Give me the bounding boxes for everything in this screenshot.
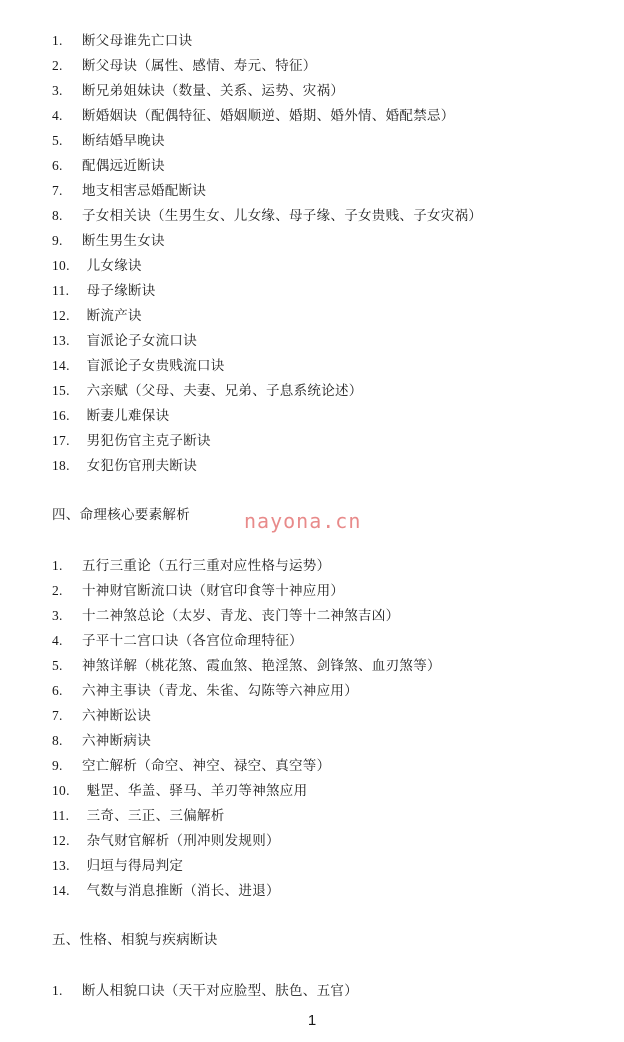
list-item bbox=[52, 28, 482, 53]
list-item bbox=[52, 328, 482, 353]
item-number: 14. bbox=[52, 883, 70, 898]
page-number: 1 bbox=[307, 1012, 317, 1029]
item-text: 盲派论子女贵贱流口诀 bbox=[82, 358, 225, 374]
item-number: 1. bbox=[52, 558, 63, 573]
list-item bbox=[52, 128, 482, 153]
item-text: 归垣与得局判定 bbox=[82, 858, 184, 874]
item-number: 5. bbox=[52, 658, 63, 673]
list-item bbox=[52, 353, 482, 378]
item-text: 断结婚早晚诀 bbox=[82, 133, 165, 149]
list-item bbox=[52, 153, 482, 178]
list-item bbox=[52, 53, 482, 78]
list-item bbox=[52, 828, 441, 853]
list-item bbox=[52, 428, 482, 453]
list-item bbox=[52, 228, 482, 253]
list-item bbox=[52, 103, 482, 128]
item-number: 10. bbox=[52, 258, 70, 273]
item-text: 母子缘断诀 bbox=[82, 283, 156, 299]
item-number: 6. bbox=[52, 158, 63, 173]
item-number: 10. bbox=[52, 783, 70, 798]
item-number: 8. bbox=[52, 208, 63, 223]
item-text: 五行三重论（五行三重对应性格与运势） bbox=[82, 558, 331, 574]
item-number: 6. bbox=[52, 683, 63, 698]
item-number: 1. bbox=[52, 983, 63, 998]
section5-heading: 五、性格、相貌与疾病断诀 bbox=[52, 932, 218, 948]
item-number: 9. bbox=[52, 758, 63, 773]
item-text: 女犯伤官刑夫断诀 bbox=[82, 458, 197, 474]
list-item bbox=[52, 778, 441, 803]
item-text: 断婚姻诀（配偶特征、婚姻顺逆、婚期、婚外情、婚配禁忌） bbox=[82, 108, 455, 124]
item-number: 7. bbox=[52, 708, 63, 723]
item-number: 18. bbox=[52, 458, 70, 473]
item-text: 六神主事诀（青龙、朱雀、勾陈等六神应用） bbox=[82, 683, 358, 699]
list-item bbox=[52, 78, 482, 103]
list-item bbox=[52, 178, 482, 203]
item-text: 儿女缘诀 bbox=[82, 258, 142, 274]
item-number: 3. bbox=[52, 83, 63, 98]
item-text: 六神断讼诀 bbox=[82, 708, 151, 724]
item-text: 断父母诀（属性、感情、寿元、特征） bbox=[82, 58, 317, 74]
list-item bbox=[52, 453, 482, 478]
item-number: 17. bbox=[52, 433, 70, 448]
section3-list bbox=[52, 28, 482, 478]
item-text: 神煞详解（桃花煞、霞血煞、艳淫煞、剑锋煞、血刃煞等） bbox=[82, 658, 441, 674]
list-item bbox=[52, 678, 441, 703]
item-text: 配偶远近断诀 bbox=[82, 158, 165, 174]
watermark: nayona.cn bbox=[244, 509, 362, 533]
item-number: 13. bbox=[52, 333, 70, 348]
item-text: 子平十二宫口诀（各宫位命理特征） bbox=[82, 633, 303, 649]
item-text: 男犯伤官主克子断诀 bbox=[82, 433, 211, 449]
list-item bbox=[52, 753, 441, 778]
item-text: 杂气财官解析（刑冲则发规则） bbox=[82, 833, 280, 849]
list-item bbox=[52, 978, 358, 1003]
item-text: 子女相关诀（生男生女、儿女缘、母子缘、子女贵贱、子女灾祸） bbox=[82, 208, 483, 224]
list-item bbox=[52, 628, 441, 653]
item-number: 9. bbox=[52, 233, 63, 248]
item-text: 六神断病诀 bbox=[82, 733, 151, 749]
item-text: 断父母谁先亡口诀 bbox=[82, 33, 193, 49]
list-item bbox=[52, 578, 441, 603]
item-number: 5. bbox=[52, 133, 63, 148]
item-number: 3. bbox=[52, 608, 63, 623]
item-text: 气数与消息推断（消长、进退） bbox=[82, 883, 280, 899]
item-text: 断人相貌口诀（天干对应脸型、肤色、五官） bbox=[82, 983, 358, 999]
section5-list bbox=[52, 978, 358, 1003]
item-number: 11. bbox=[52, 808, 70, 823]
item-text: 魁罡、华盖、驿马、羊刃等神煞应用 bbox=[82, 783, 308, 799]
item-text: 地支相害忌婚配断诀 bbox=[82, 183, 207, 199]
list-item bbox=[52, 278, 482, 303]
item-number: 11. bbox=[52, 283, 70, 298]
list-item bbox=[52, 603, 441, 628]
item-number: 12. bbox=[52, 308, 70, 323]
item-text: 盲派论子女流口诀 bbox=[82, 333, 197, 349]
item-text: 十神财官断流口诀（财官印食等十神应用） bbox=[82, 583, 345, 599]
item-number: 12. bbox=[52, 833, 70, 848]
item-text: 断生男生女诀 bbox=[82, 233, 165, 249]
item-text: 六亲赋（父母、夫妻、兄弟、子息系统论述） bbox=[82, 383, 363, 399]
item-text: 断兄弟姐妹诀（数量、关系、运势、灾祸） bbox=[82, 83, 345, 99]
item-text: 断流产诀 bbox=[82, 308, 142, 324]
item-number: 15. bbox=[52, 383, 70, 398]
list-item bbox=[52, 378, 482, 403]
list-item bbox=[52, 878, 441, 903]
item-number: 13. bbox=[52, 858, 70, 873]
list-item bbox=[52, 703, 441, 728]
item-number: 8. bbox=[52, 733, 63, 748]
list-item bbox=[52, 253, 482, 278]
section4-list bbox=[52, 553, 441, 903]
item-number: 2. bbox=[52, 583, 63, 598]
item-text: 三奇、三正、三偏解析 bbox=[82, 808, 225, 824]
item-number: 2. bbox=[52, 58, 63, 73]
item-text: 断妻儿难保诀 bbox=[82, 408, 170, 424]
list-item bbox=[52, 803, 441, 828]
list-item bbox=[52, 653, 441, 678]
item-number: 16. bbox=[52, 408, 70, 423]
list-item bbox=[52, 403, 482, 428]
item-number: 7. bbox=[52, 183, 63, 198]
list-item bbox=[52, 303, 482, 328]
item-number: 4. bbox=[52, 108, 63, 123]
item-number: 14. bbox=[52, 358, 70, 373]
list-item bbox=[52, 553, 441, 578]
item-number: 4. bbox=[52, 633, 63, 648]
list-item bbox=[52, 853, 441, 878]
item-text: 十二神煞总论（太岁、青龙、丧门等十二神煞吉凶） bbox=[82, 608, 400, 624]
item-text: 空亡解析（命空、神空、禄空、真空等） bbox=[82, 758, 331, 774]
item-number: 1. bbox=[52, 33, 63, 48]
section4-heading: 四、命理核心要素解析 bbox=[52, 507, 190, 523]
list-item bbox=[52, 728, 441, 753]
list-item bbox=[52, 203, 482, 228]
